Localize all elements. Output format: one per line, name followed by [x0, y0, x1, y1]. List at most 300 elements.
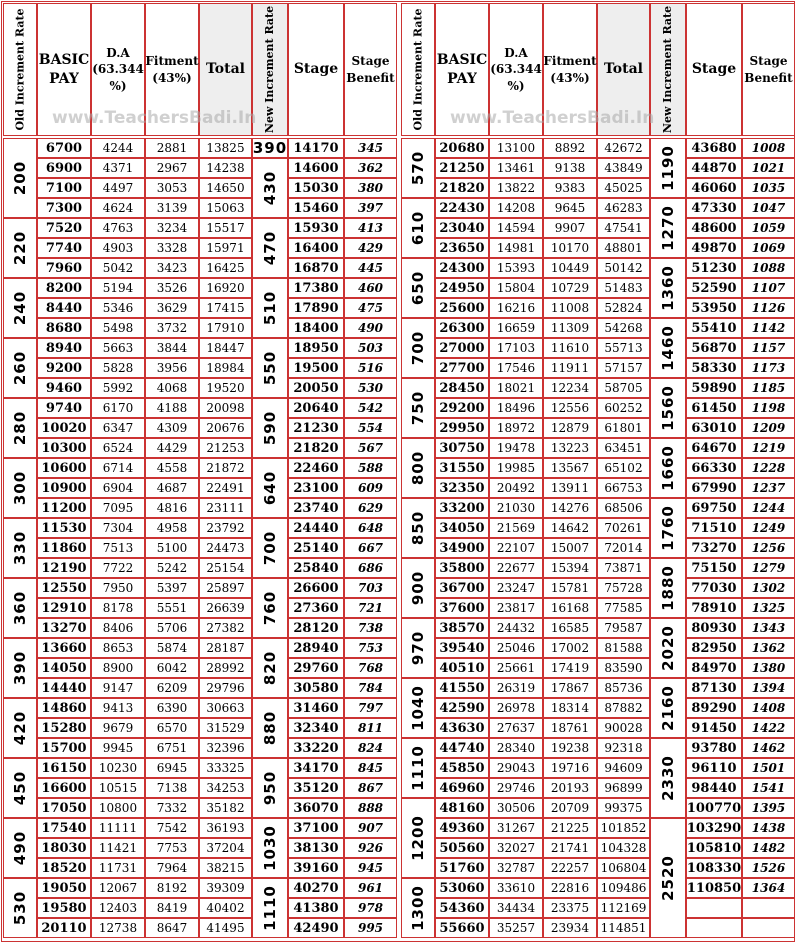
table-cell-da: 7513 [91, 538, 145, 558]
table-cell-fit: 23375 [543, 898, 597, 918]
table-cell-ben: 907 [344, 818, 397, 838]
new-increment-rate [650, 138, 686, 198]
header-label: New Increment Rate [661, 5, 675, 134]
table-cell-tot: 55713 [597, 338, 650, 358]
table-cell-stage: 77030 [686, 578, 742, 598]
table-cell-basic: 7300 [37, 198, 91, 218]
header-label: Old Increment Rate [13, 8, 27, 131]
old-increment-rate-label: 1110 [409, 745, 427, 791]
table-cell-fit: 4958 [145, 518, 199, 538]
table-cell-tot: 106804 [597, 858, 650, 878]
watermark: www.TeachersBadi.In [450, 108, 655, 128]
table-cell-stage: 71510 [686, 518, 742, 538]
new-increment-rate-label: 1460 [659, 325, 677, 371]
table-cell-basic: 14860 [37, 698, 91, 718]
table-cell-fit: 8192 [145, 878, 199, 898]
table-cell-ben: 888 [344, 798, 397, 818]
table-cell-ben: 609 [344, 478, 397, 498]
table-cell-tot: 32396 [199, 738, 252, 758]
header-fitment [543, 3, 597, 136]
table-cell-basic: 48160 [435, 798, 489, 818]
table-cell-tot: 72014 [597, 538, 650, 558]
table-cell-stage: 18400 [288, 318, 344, 338]
table-cell-tot: 85736 [597, 678, 650, 698]
table-cell-ben: 753 [344, 638, 397, 658]
table-cell-stage: 33220 [288, 738, 344, 758]
header-label: Fitment (43%) [543, 54, 597, 85]
table-cell-tot: 109486 [597, 878, 650, 898]
table-cell-basic: 43630 [435, 718, 489, 738]
table-cell-tot: 28187 [199, 638, 252, 658]
table-cell-basic: 23650 [435, 238, 489, 258]
new-increment-rate-label: 640 [261, 470, 279, 506]
table-cell-tot: 90028 [597, 718, 650, 738]
new-increment-rate [252, 398, 288, 458]
new-increment-rate [252, 878, 288, 938]
table-cell-fit: 15394 [543, 558, 597, 578]
table-cell-fit: 13567 [543, 458, 597, 478]
table-cell-fit: 15007 [543, 538, 597, 558]
table-cell-stage: 15460 [288, 198, 344, 218]
table-cell-basic: 10600 [37, 458, 91, 478]
table-cell-basic: 29950 [435, 418, 489, 438]
table-cell-fit: 15781 [543, 578, 597, 598]
new-increment-rate [252, 638, 288, 698]
old-increment-rate-label: 1200 [409, 815, 427, 861]
table-cell-tot: 66753 [597, 478, 650, 498]
new-increment-rate-label: 1190 [659, 145, 677, 191]
table-cell-basic: 41550 [435, 678, 489, 698]
table-cell-fit: 14642 [543, 518, 597, 538]
table-cell-basic: 18030 [37, 838, 91, 858]
table-cell-fit: 8892 [543, 138, 597, 158]
table-cell-fit: 11309 [543, 318, 597, 338]
table-cell-tot: 68506 [597, 498, 650, 518]
table-cell-tot: 54268 [597, 318, 650, 338]
table-cell-ben: 1209 [742, 418, 795, 438]
old-increment-rate [3, 338, 37, 398]
table-cell-da: 26319 [489, 678, 543, 698]
old-increment-rate [3, 518, 37, 578]
table-cell-da: 6170 [91, 398, 145, 418]
table-cell-tot: 79587 [597, 618, 650, 638]
table-cell-da: 10800 [91, 798, 145, 818]
table-cell-da: 15393 [489, 258, 543, 278]
header-da [489, 3, 543, 136]
table-cell-da: 14594 [489, 218, 543, 238]
old-increment-rate-label: 360 [11, 590, 29, 626]
table-cell-da: 12067 [91, 878, 145, 898]
table-cell-tot: 99375 [597, 798, 650, 818]
table-cell-da: 7095 [91, 498, 145, 518]
table-cell-fit: 19238 [543, 738, 597, 758]
table-cell-da: 14208 [489, 198, 543, 218]
table-cell-basic: 34900 [435, 538, 489, 558]
new-increment-rate [650, 498, 686, 558]
table-cell-basic: 53060 [435, 878, 489, 898]
header-label: Stage [293, 61, 339, 78]
old-increment-rate [401, 198, 435, 258]
table-cell-stage: 87130 [686, 678, 742, 698]
table-cell-fit: 5397 [145, 578, 199, 598]
new-increment-rate [650, 378, 686, 438]
old-increment-rate [401, 878, 435, 938]
table-cell-ben: 542 [344, 398, 397, 418]
old-increment-rate [401, 378, 435, 438]
table-cell-basic: 29200 [435, 398, 489, 418]
table-cell-tot: 23792 [199, 518, 252, 538]
new-increment-rate-label: 550 [261, 350, 279, 386]
table-cell-da: 12738 [91, 918, 145, 938]
table-cell-stage: 66330 [686, 458, 742, 478]
table-cell-fit: 7138 [145, 778, 199, 798]
table-cell-basic: 9200 [37, 358, 91, 378]
table-cell-ben: 397 [344, 198, 397, 218]
table-cell-tot: 77585 [597, 598, 650, 618]
table-cell-ben: 1069 [742, 238, 795, 258]
table-cell-da: 9945 [91, 738, 145, 758]
new-increment-rate-label: 1110 [261, 885, 279, 931]
table-cell-stage [686, 898, 742, 918]
table-cell-stage: 53950 [686, 298, 742, 318]
table-cell-ben: 784 [344, 678, 397, 698]
table-right-half [398, 0, 796, 943]
table-cell-stage: 43680 [686, 138, 742, 158]
table-cell-ben: 1088 [742, 258, 795, 278]
table-cell-da: 4624 [91, 198, 145, 218]
old-increment-rate [401, 798, 435, 878]
table-cell-basic: 7100 [37, 178, 91, 198]
new-increment-rate-label: 820 [261, 650, 279, 686]
old-increment-rate [3, 818, 37, 878]
table-cell-ben: 648 [344, 518, 397, 538]
table-cell-basic: 7740 [37, 238, 91, 258]
new-increment-rate-label: 2020 [659, 625, 677, 671]
table-cell-tot: 96899 [597, 778, 650, 798]
table-cell-tot: 104328 [597, 838, 650, 858]
new-increment-rate [252, 278, 288, 338]
old-increment-rate-label: 610 [409, 210, 427, 246]
new-increment-rate-label: 760 [261, 590, 279, 626]
table-cell-tot: 26639 [199, 598, 252, 618]
table-cell-ben: 445 [344, 258, 397, 278]
table-cell-stage: 110850 [686, 878, 742, 898]
table-cell-ben: 1219 [742, 438, 795, 458]
table-cell-fit: 4816 [145, 498, 199, 518]
table-cell-basic: 9460 [37, 378, 91, 398]
table-cell-basic: 12190 [37, 558, 91, 578]
table-cell-tot: 45025 [597, 178, 650, 198]
table-cell-basic: 16600 [37, 778, 91, 798]
table-cell-fit: 12556 [543, 398, 597, 418]
new-increment-rate [650, 318, 686, 378]
table-cell-da: 22107 [489, 538, 543, 558]
table-cell-tot: 17910 [199, 318, 252, 338]
table-cell-basic: 8940 [37, 338, 91, 358]
table-cell-ben: 1228 [742, 458, 795, 478]
table-cell-fit: 10729 [543, 278, 597, 298]
new-increment-rate-label: 590 [261, 410, 279, 446]
table-cell-fit: 11008 [543, 298, 597, 318]
table-cell-da: 12403 [91, 898, 145, 918]
table-cell-da: 6714 [91, 458, 145, 478]
table-cell-tot: 20098 [199, 398, 252, 418]
table-cell-da: 5194 [91, 278, 145, 298]
table-cell-basic: 19050 [37, 878, 91, 898]
table-cell-da: 13461 [489, 158, 543, 178]
table-cell-tot: 22491 [199, 478, 252, 498]
old-increment-rate [401, 558, 435, 618]
table-cell-ben: 824 [344, 738, 397, 758]
old-increment-rate [401, 318, 435, 378]
old-increment-rate [401, 618, 435, 678]
table-cell-fit: 5242 [145, 558, 199, 578]
table-cell-stage: 32340 [288, 718, 344, 738]
table-cell-da: 17546 [489, 358, 543, 378]
table-cell-basic: 42590 [435, 698, 489, 718]
table-cell-da: 11111 [91, 818, 145, 838]
table-cell-stage: 15930 [288, 218, 344, 238]
table-cell-ben: 503 [344, 338, 397, 358]
table-cell-fit: 20709 [543, 798, 597, 818]
table-cell-basic: 8200 [37, 278, 91, 298]
table-cell-stage: 17890 [288, 298, 344, 318]
table-cell-fit: 3234 [145, 218, 199, 238]
table-cell-stage: 30580 [288, 678, 344, 698]
table-cell-tot: 57157 [597, 358, 650, 378]
table-cell-da: 4371 [91, 158, 145, 178]
table-cell-fit: 8419 [145, 898, 199, 918]
table-cell-ben: 845 [344, 758, 397, 778]
table-cell-basic: 35800 [435, 558, 489, 578]
table-cell-basic: 7520 [37, 218, 91, 238]
table-cell-tot: 29796 [199, 678, 252, 698]
table-cell-ben: 738 [344, 618, 397, 638]
table-cell-ben [742, 898, 795, 918]
table-cell-da: 16216 [489, 298, 543, 318]
table-cell-ben: 1422 [742, 718, 795, 738]
table-cell-basic: 14050 [37, 658, 91, 678]
table-cell-basic: 36700 [435, 578, 489, 598]
table-cell-basic: 40510 [435, 658, 489, 678]
table-cell-basic: 20680 [435, 138, 489, 158]
table-cell-stage: 18950 [288, 338, 344, 358]
table-cell-stage: 16400 [288, 238, 344, 258]
table-cell-ben: 995 [344, 918, 397, 938]
table-cell-ben: 1059 [742, 218, 795, 238]
table-cell-ben: 1395 [742, 798, 795, 818]
table-cell-fit: 13911 [543, 478, 597, 498]
table-cell-fit: 5100 [145, 538, 199, 558]
table-cell-da: 4497 [91, 178, 145, 198]
table-cell-da: 32787 [489, 858, 543, 878]
table-cell-ben: 768 [344, 658, 397, 678]
table-cell-stage: 48600 [686, 218, 742, 238]
table-cell-ben: 554 [344, 418, 397, 438]
table-cell-da: 25661 [489, 658, 543, 678]
old-increment-rate [3, 218, 37, 278]
table-cell-fit: 3732 [145, 318, 199, 338]
table-cell-ben: 797 [344, 698, 397, 718]
table-cell-fit: 6945 [145, 758, 199, 778]
table-cell-stage: 89290 [686, 698, 742, 718]
table-cell-ben: 1462 [742, 738, 795, 758]
table-cell-da: 25046 [489, 638, 543, 658]
table-cell-fit: 17419 [543, 658, 597, 678]
table-cell-da: 33610 [489, 878, 543, 898]
table-cell-fit: 3526 [145, 278, 199, 298]
old-increment-rate [401, 738, 435, 798]
table-cell-ben: 926 [344, 838, 397, 858]
table-cell-stage: 26600 [288, 578, 344, 598]
table-cell-stage: 82950 [686, 638, 742, 658]
table-cell-ben: 811 [344, 718, 397, 738]
table-cell-da: 21569 [489, 518, 543, 538]
table-cell-fit: 6751 [145, 738, 199, 758]
table-cell-stage: 38130 [288, 838, 344, 858]
new-increment-rate [252, 458, 288, 518]
table-cell-ben: 978 [344, 898, 397, 918]
old-increment-rate [3, 758, 37, 818]
table-cell-tot: 19520 [199, 378, 252, 398]
table-cell-stage: 23100 [288, 478, 344, 498]
table-cell-fit: 3053 [145, 178, 199, 198]
table-cell-stage: 31460 [288, 698, 344, 718]
old-increment-rate [401, 258, 435, 318]
table-cell-basic: 55660 [435, 918, 489, 938]
table-cell-stage: 96110 [686, 758, 742, 778]
table-cell-da: 10515 [91, 778, 145, 798]
table-cell-fit: 5874 [145, 638, 199, 658]
table-cell-stage: 51230 [686, 258, 742, 278]
new-increment-rate-label: 390 [252, 139, 288, 157]
table-cell-ben: 1343 [742, 618, 795, 638]
table-cell-stage: 64670 [686, 438, 742, 458]
table-cell-tot: 48801 [597, 238, 650, 258]
table-cell-da: 9147 [91, 678, 145, 698]
table-cell-ben: 429 [344, 238, 397, 258]
table-cell-da: 34434 [489, 898, 543, 918]
table-cell-ben: 475 [344, 298, 397, 318]
old-increment-rate-label: 750 [409, 390, 427, 426]
table-cell-basic: 8680 [37, 318, 91, 338]
table-cell-fit: 8647 [145, 918, 199, 938]
table-cell-stage: 27360 [288, 598, 344, 618]
table-cell-stage: 91450 [686, 718, 742, 738]
table-cell-tot: 14238 [199, 158, 252, 178]
new-increment-rate [252, 138, 288, 158]
old-increment-rate-label: 800 [409, 450, 427, 486]
table-cell-stage: 55410 [686, 318, 742, 338]
table-cell-fit: 9645 [543, 198, 597, 218]
table-cell-da: 23247 [489, 578, 543, 598]
header-new-rate [252, 3, 288, 136]
table-cell-basic: 11860 [37, 538, 91, 558]
table-cell-ben: 413 [344, 218, 397, 238]
header-label: D.A (63.344 %) [490, 46, 542, 93]
old-increment-rate-label: 970 [409, 630, 427, 666]
table-cell-basic: 39540 [435, 638, 489, 658]
table-cell-basic: 49360 [435, 818, 489, 838]
table-cell-basic: 23040 [435, 218, 489, 238]
table-cell-basic: 17540 [37, 818, 91, 838]
table-cell-tot: 70261 [597, 518, 650, 538]
table-cell-basic: 17050 [37, 798, 91, 818]
table-cell-da: 5992 [91, 378, 145, 398]
table-cell-fit: 12879 [543, 418, 597, 438]
table-cell-stage: 49870 [686, 238, 742, 258]
old-increment-rate [3, 638, 37, 698]
table-cell-da: 19478 [489, 438, 543, 458]
table-cell-da: 15804 [489, 278, 543, 298]
table-cell-tot: 18447 [199, 338, 252, 358]
table-cell-ben: 1302 [742, 578, 795, 598]
new-increment-rate [252, 158, 288, 218]
table-cell-tot: 25154 [199, 558, 252, 578]
table-cell-ben: 1325 [742, 598, 795, 618]
table-cell-stage: 44870 [686, 158, 742, 178]
new-increment-rate [252, 578, 288, 638]
table-cell-tot: 38215 [199, 858, 252, 878]
table-cell-tot: 36193 [199, 818, 252, 838]
table-cell-da: 4903 [91, 238, 145, 258]
new-increment-rate-label: 470 [261, 230, 279, 266]
table-cell-da: 20492 [489, 478, 543, 498]
watermark: www.TeachersBadi.In [52, 108, 257, 128]
new-increment-rate [650, 438, 686, 498]
old-increment-rate-label: 700 [409, 330, 427, 366]
table-cell-stage: 39160 [288, 858, 344, 878]
table-cell-ben: 961 [344, 878, 397, 898]
table-cell-da: 5828 [91, 358, 145, 378]
table-cell-stage: 47330 [686, 198, 742, 218]
table-cell-ben: 1035 [742, 178, 795, 198]
table-cell-da: 9679 [91, 718, 145, 738]
table-cell-tot: 43849 [597, 158, 650, 178]
header-da [91, 3, 145, 136]
header-old-rate [401, 3, 435, 136]
new-increment-rate [650, 678, 686, 738]
header-basic-pay [37, 3, 91, 136]
table-cell-da: 11421 [91, 838, 145, 858]
table-cell-tot: 75728 [597, 578, 650, 598]
new-increment-rate-label: 1560 [659, 385, 677, 431]
table-cell-stage: 105810 [686, 838, 742, 858]
table-cell-fit: 3844 [145, 338, 199, 358]
table-cell-tot: 21872 [199, 458, 252, 478]
table-cell-basic: 16150 [37, 758, 91, 778]
old-increment-rate-label: 200 [11, 160, 29, 196]
table-cell-stage: 25140 [288, 538, 344, 558]
table-cell-stage: 20640 [288, 398, 344, 418]
table-cell-da: 22677 [489, 558, 543, 578]
table-cell-stage: 28940 [288, 638, 344, 658]
table-cell-ben: 345 [344, 138, 397, 158]
table-cell-basic: 34050 [435, 518, 489, 538]
table-cell-ben: 867 [344, 778, 397, 798]
table-cell-basic: 28450 [435, 378, 489, 398]
table-cell-ben: 1541 [742, 778, 795, 798]
new-increment-rate-label: 1030 [261, 825, 279, 871]
table-cell-stage: 14600 [288, 158, 344, 178]
table-cell-stage: 103290 [686, 818, 742, 838]
table-cell-tot: 65102 [597, 458, 650, 478]
table-cell-fit: 3328 [145, 238, 199, 258]
table-cell-da: 28340 [489, 738, 543, 758]
table-cell-da: 5346 [91, 298, 145, 318]
table-cell-tot: 39309 [199, 878, 252, 898]
table-cell-ben: 460 [344, 278, 397, 298]
